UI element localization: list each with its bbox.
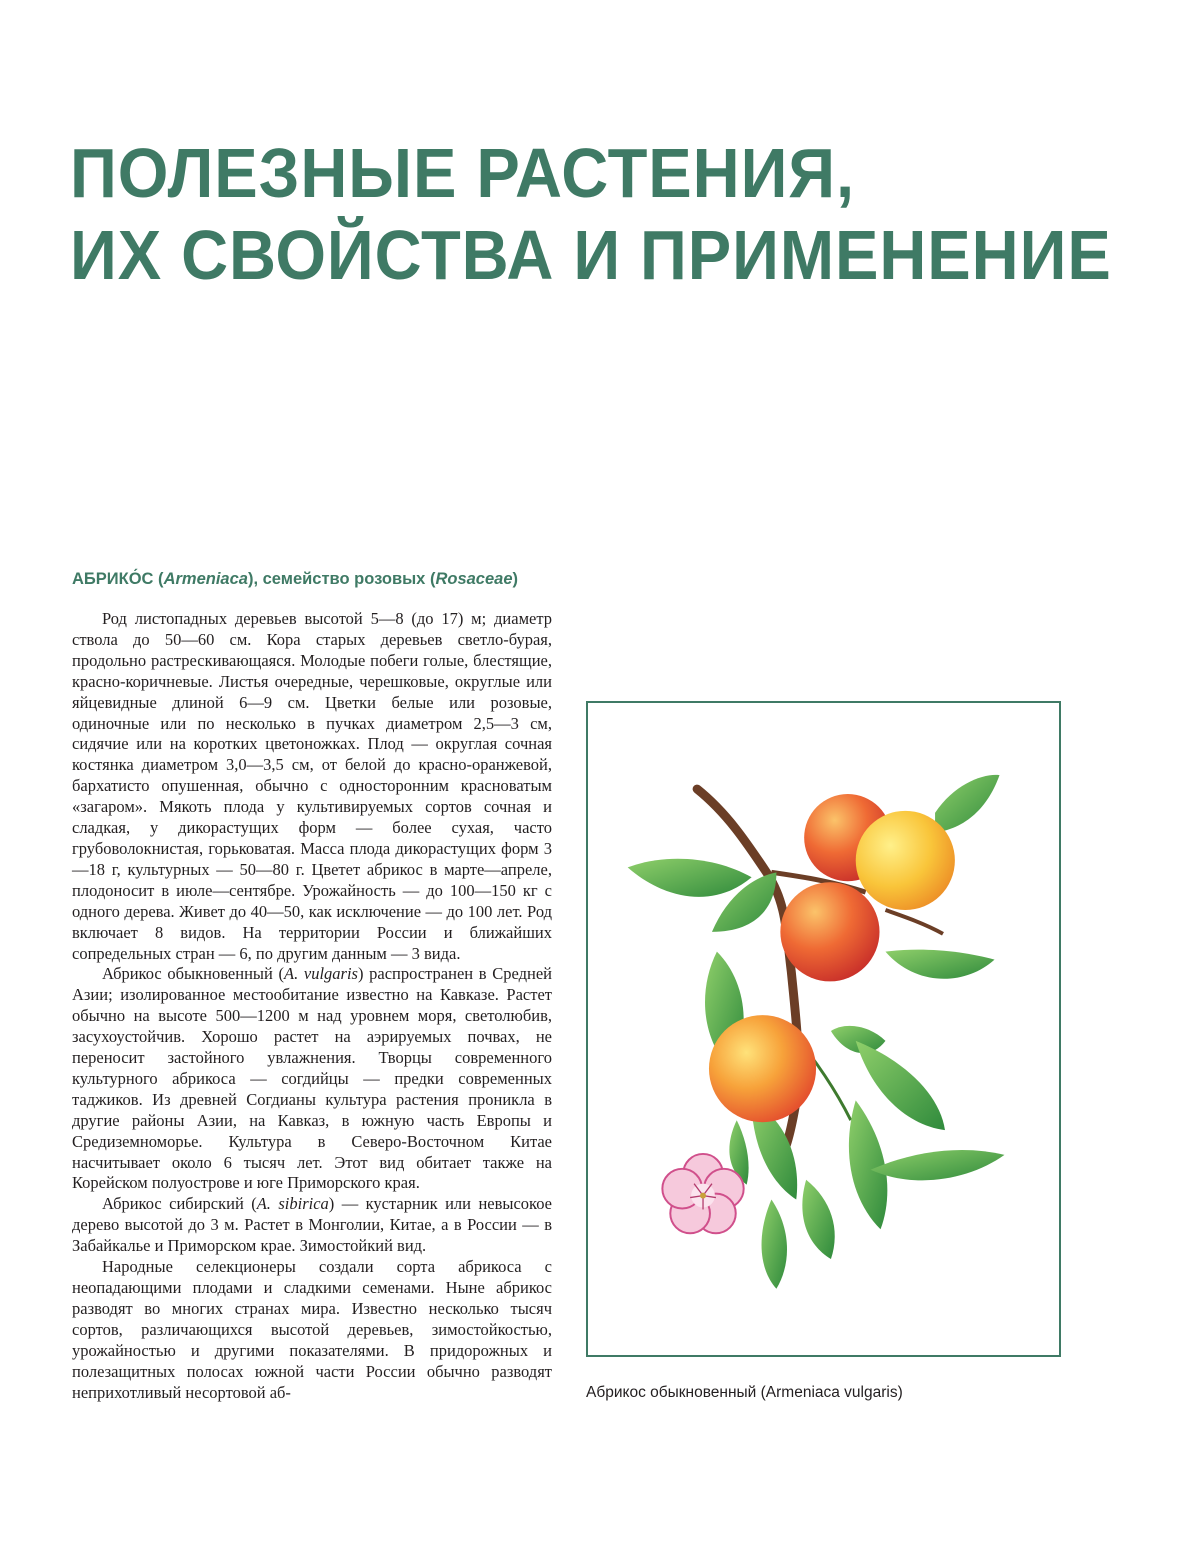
apricot-illustration — [588, 703, 1059, 1355]
paragraph-3 — [72, 1194, 552, 1257]
paragraph-4: Народные селекционеры создали сорта абрикоса с неопадающими плодами и сладкими семенами. Ныне абрикос разводят во многих странах мира. Известно несколько тысяч сортов, различающихся высотой деревьев, зимостойкостью, урожайностью и другими показателями. В придорожных и полезащитных полосах южной части России обычно разводят неприхотливый несортовой аб- — [72, 1257, 552, 1402]
heading-family: , семейство розовых — [253, 570, 426, 588]
title-line-2: ИХ СВОЙСТВА И ПРИМЕНЕНИЕ — [70, 216, 1112, 294]
figure-caption: Абрикос обыкновенный (Armeniaca vulgaris) — [586, 1384, 903, 1401]
leaf-icon — [935, 775, 999, 833]
paragraph-3-end: ) — кустарник или невысокое дерево высотой до 3 м. Растет в Монголии, Китае, а в России — в Забайкалье и Приморском крае. Зимостойкий вид. — [72, 1194, 552, 1256]
paragraph-2-latin: A. vulgaris — [284, 964, 358, 984]
apricot-flower-icon — [662, 1154, 743, 1233]
paragraph-2-end: ) распространен в Средней Азии; изолированное местообитание известно на Кавказе. Растет обычно на высоте 500—1200 м над уровнем моря, светолюбив, засухоустойчив. Хорошо растет на аэрируемых почвах, не переносит застойного увлажнения. Творцы современного культурного абрикоса — согдийцы — предки современных таджиков. Из древней Согдианы культура растения проникла в другие районы Азии, на Кавказ, в южную часть Европы и Средиземноморье. Культура в Северо-Восточном Китае насчитывает около 6 тысяч лет. Этот вид обитает также на Корейском полуострове и юге Приморского края. — [72, 964, 552, 1193]
heading-latin: Armeniaca — [163, 570, 248, 588]
paragraph-2 — [72, 964, 552, 1194]
paragraph-2-start: Абрикос обыкновенный ( — [102, 964, 284, 984]
paragraph-3-latin: A. sibirica — [256, 1194, 329, 1214]
apricot-fruit-icon — [856, 811, 955, 910]
apricot-fruit-icon — [780, 882, 879, 981]
paragraph-1: Род листопадных деревьев высотой 5—8 (до 17) м; диаметр ствола до 50—60 см. Кора старых деревьев светло-бурая, продольно растрескивающаяся. Молодые побеги голые, блестящие, красно-коричневые. Листья очередные, черешковые, округлые или яйцевидные длиной 6—9 см. Цветки белые или розовые, одиночные или по несколько в пучках диаметром 2,5—3 см, сидячие или на коротких цветоножках. Плод — округлая сочная костянка диаметром 3,0—3,5 см, от белой до красно-оранжевой, бархатисто опушенная, обычно с односторонним красноватым «загаром». Мякоть плода у культивируемых сортов сочная и сладкая, у дикорастущих форм — более сухая, часто грубоволокнистая, горьковатая. Масса плода дикорастущих форм 3—18 г, культурных — 50—80 г. Цветет абрикос в марте—апреле, плодоносит в июле—сентябре. Урожайность — до 100—150 кг с одного дерева. Живет до 40—50, как исключение — до 100 лет. Род включает 8 видов. На территории России и ближайших сопредельных стран — 6, по другим данным — 3 вида. — [72, 609, 552, 963]
article-heading: АБРИКО́С (Armeniaca), семейство розовых (Rosaceae) — [72, 570, 519, 588]
left-column — [72, 566, 552, 1403]
heading-name: АБРИКО́С — [72, 570, 154, 588]
heading-family-latin: Rosaceae — [435, 570, 513, 588]
title-line-1: ПОЛЕЗНЫЕ РАСТЕНИЯ, — [70, 134, 856, 212]
paragraph-3-start: Абрикос сибирский ( — [102, 1194, 257, 1214]
page-title — [70, 132, 1112, 296]
apricot-fruit-icon — [709, 1015, 816, 1122]
apricot-illustration-frame — [586, 701, 1061, 1357]
